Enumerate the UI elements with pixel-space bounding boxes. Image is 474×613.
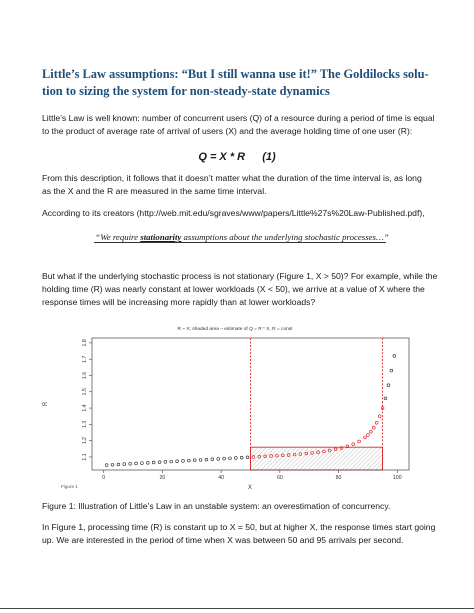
data-point [187, 459, 190, 462]
data-point [229, 457, 232, 460]
equation-text: Q = X * R [198, 151, 246, 163]
data-point [105, 464, 108, 467]
data-point [223, 457, 226, 460]
intro-paragraph [42, 112, 442, 138]
intro-line-2: to the product of average rate of arrival of users (X) and the average holding time of one user (R): [42, 126, 413, 137]
data-point [378, 415, 381, 418]
data-point [367, 434, 370, 437]
quote-emphasis: stationarity [140, 232, 182, 242]
description-paragraph [42, 172, 442, 198]
data-point [217, 458, 220, 461]
x-tick-label: 100 [392, 475, 402, 481]
y-tick-label: 1.5 [82, 388, 88, 396]
data-point [246, 456, 249, 459]
data-point [372, 426, 375, 429]
scatter-chart [35, 318, 435, 498]
data-point [111, 463, 114, 466]
x-tick-label: 0 [102, 475, 106, 481]
figure-1 [35, 318, 435, 498]
y-axis-label: R [43, 401, 49, 407]
figure-label: Figure 1 [61, 484, 78, 489]
chart-title: R ~ X; shaded area – estimate of Q = R * X, R = const [177, 327, 293, 332]
y-tick-label: 1.1 [82, 453, 88, 461]
data-point [164, 460, 167, 463]
description-line-1: From this description, it follows that it doesn’t matter what the duration of the time interval is, as long [42, 173, 422, 183]
data-point [176, 460, 179, 463]
y-tick-label: 1.8 [82, 339, 88, 347]
data-point [240, 456, 243, 459]
y-tick-label: 1.7 [82, 355, 88, 363]
shaded-area [251, 447, 383, 470]
y-tick-label: 1.4 [82, 404, 88, 412]
title-line-2: tion to sizing the system for non-steady-state dynamics [42, 84, 330, 98]
equation [0, 151, 474, 163]
page-title [42, 66, 442, 100]
final-line-1: In Figure 1, processing time (R) is constant up to X = 50, but at higher X, the response times start going [42, 522, 436, 532]
question-line-2: holding time (R) was nearly constant at lower workloads (X < 50), we arrive at a value of X where the [42, 284, 425, 295]
data-point [170, 460, 173, 463]
data-point [117, 463, 120, 466]
x-tick-label: 40 [218, 475, 225, 481]
y-tick-label: 1.6 [82, 371, 88, 380]
quote-underline [94, 242, 386, 243]
y-tick-label: 1.3 [82, 420, 88, 428]
x-axis-label: X [247, 485, 253, 491]
x-tick-label: 60 [276, 475, 283, 481]
page-footer-rule [0, 608, 474, 609]
data-point [234, 457, 237, 460]
data-point [123, 463, 126, 466]
data-point [129, 462, 132, 465]
data-point [384, 397, 387, 400]
intro-line-1: Little’s Law is well known: number of concurrent users (Q) of a resource during a period of time is equal [42, 113, 435, 123]
data-point [375, 421, 378, 424]
data-point [182, 459, 185, 462]
quote-suffix: assumptions about the underlying stochastic processes…” [181, 232, 389, 242]
x-tick-label: 20 [159, 475, 166, 481]
data-point [199, 458, 202, 461]
data-point [387, 384, 390, 387]
data-point [158, 461, 161, 464]
figure-caption: Figure 1: Illustration of Little’s Law in an unstable system: an overestimation of concurrency. [42, 501, 391, 511]
data-point [211, 458, 214, 461]
title-line-1: Little’s Law assumptions: “But I still wanna use it!” The Goldilocks solu- [42, 67, 429, 81]
data-point [135, 462, 138, 465]
data-point [352, 443, 355, 446]
equation-number: (1) [262, 151, 276, 163]
data-point [364, 436, 367, 439]
y-tick-label: 1.2 [82, 437, 88, 445]
data-point [205, 458, 208, 461]
question-line-1: But what if the underlying stochastic process is not stationary (Figure 1, X > 50)? For example, while the [42, 271, 438, 281]
data-point [146, 461, 149, 464]
data-point [369, 430, 372, 433]
data-point [390, 369, 393, 372]
data-point [393, 355, 396, 358]
stationarity-quote [42, 232, 442, 242]
data-point [140, 462, 143, 465]
data-point [193, 459, 196, 462]
quote-prefix: “We require [95, 232, 141, 242]
question-paragraph [42, 270, 442, 310]
final-line-2: up. We are interested in the period of time when X was between 50 and 95 arrivals per second. [42, 535, 404, 546]
creators-paragraph [42, 207, 442, 220]
data-point [152, 461, 155, 464]
question-line-3: response times will be increasing more rapidly than at lower workloads? [42, 297, 316, 308]
data-point [358, 440, 361, 443]
final-paragraph [42, 521, 442, 547]
creators-line: According to its creators (http://web.mit.edu/sgraves/www/papers/Little%27s%20Law-Published.pdf), [42, 208, 425, 218]
x-tick-label: 80 [335, 475, 342, 481]
description-line-2: as the X and the R are measured in the same time interval. [42, 186, 267, 197]
